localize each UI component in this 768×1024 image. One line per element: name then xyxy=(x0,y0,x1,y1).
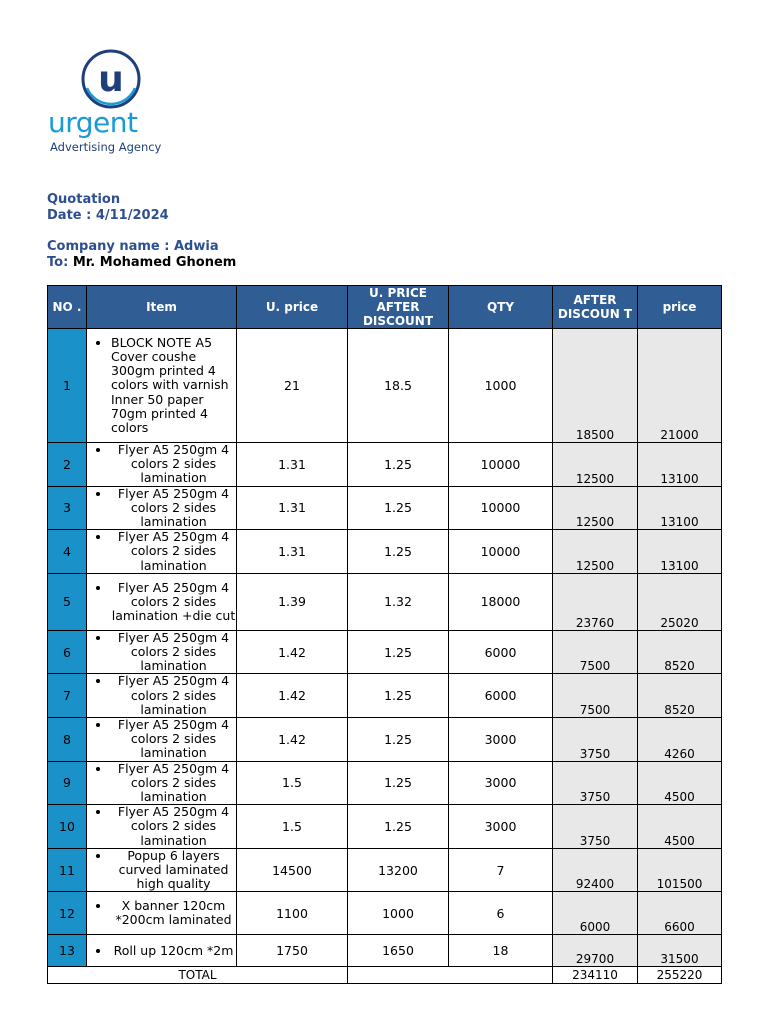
row-after-discount: 92400 xyxy=(553,848,638,892)
header-qty: QTY xyxy=(449,286,553,329)
table-header-row xyxy=(48,286,722,329)
row-item xyxy=(87,630,237,674)
row-qty: 3000 xyxy=(449,761,553,805)
row-unit-price: 1.42 xyxy=(237,630,348,674)
row-item-text: • Popup 6 layers curved laminated high quality xyxy=(111,849,236,892)
row-after-discount: 3750 xyxy=(553,805,638,849)
row-qty: 18000 xyxy=(449,573,553,630)
row-qty: 7 xyxy=(449,848,553,892)
row-no: 2 xyxy=(48,443,87,487)
row-unit-price-after-discount: 1.25 xyxy=(348,761,449,805)
row-item xyxy=(87,718,237,762)
row-item-text: • BLOCK NOTE A5 Cover coushe 300gm printed 4 colors with varnish Inner 50 paper 70gm printed 4 colors xyxy=(111,336,236,435)
row-no: 12 xyxy=(48,892,87,935)
row-price: 13100 xyxy=(638,486,722,530)
row-qty: 10000 xyxy=(449,443,553,487)
row-unit-price-after-discount: 1.25 xyxy=(348,630,449,674)
row-item xyxy=(87,573,237,630)
row-after-discount: 12500 xyxy=(553,443,638,487)
row-no: 13 xyxy=(48,935,87,967)
row-item xyxy=(87,805,237,849)
row-item-text: • X banner 120cm *200cm laminated xyxy=(111,899,236,927)
table-row xyxy=(48,486,722,530)
row-price: 25020 xyxy=(638,573,722,630)
row-after-discount: 6000 xyxy=(553,892,638,935)
row-unit-price: 1.5 xyxy=(237,761,348,805)
row-no: 4 xyxy=(48,530,87,574)
row-unit-price: 1.5 xyxy=(237,805,348,849)
row-qty: 6000 xyxy=(449,674,553,718)
row-unit-price-after-discount: 1.25 xyxy=(348,486,449,530)
row-unit-price-after-discount: 1650 xyxy=(348,935,449,967)
svg-text:u: u xyxy=(98,59,124,100)
recipient-name: Mr. Mohamed Ghonem xyxy=(72,255,237,270)
row-unit-price-after-discount: 1.25 xyxy=(348,443,449,487)
recipient xyxy=(47,255,236,270)
row-item-text: • Flyer A5 250gm 4 colors 2 sides lamination xyxy=(111,762,236,805)
row-no: 9 xyxy=(48,761,87,805)
row-price: 8520 xyxy=(638,674,722,718)
row-after-discount: 12500 xyxy=(553,530,638,574)
row-unit-price: 1100 xyxy=(237,892,348,935)
logo-tagline: Advertising Agency xyxy=(50,140,162,154)
row-item xyxy=(87,892,237,935)
quotation-date: Date : 4/11/2024 xyxy=(47,208,169,223)
row-after-discount: 29700 xyxy=(553,935,638,967)
table-row xyxy=(48,530,722,574)
total-label: TOTAL xyxy=(48,967,348,984)
row-unit-price-after-discount: 1.25 xyxy=(348,674,449,718)
row-price: 101500 xyxy=(638,848,722,892)
row-unit-price-after-discount: 13200 xyxy=(348,848,449,892)
row-unit-price: 1750 xyxy=(237,935,348,967)
row-unit-price: 1.39 xyxy=(237,573,348,630)
row-after-discount: 7500 xyxy=(553,630,638,674)
table-row xyxy=(48,674,722,718)
row-price: 21000 xyxy=(638,329,722,443)
row-item-text: • Flyer A5 250gm 4 colors 2 sides lamination xyxy=(111,805,236,848)
header-after-discount: AFTER DISCOUN T xyxy=(553,286,638,329)
row-item-text: • Flyer A5 250gm 4 colors 2 sides lamination xyxy=(111,674,236,717)
table-row xyxy=(48,329,722,443)
row-no: 10 xyxy=(48,805,87,849)
table-row xyxy=(48,935,722,967)
row-no: 6 xyxy=(48,630,87,674)
row-after-discount: 12500 xyxy=(553,486,638,530)
table-row xyxy=(48,761,722,805)
row-item xyxy=(87,848,237,892)
row-price: 31500 xyxy=(638,935,722,967)
row-item xyxy=(87,674,237,718)
row-item xyxy=(87,329,237,443)
row-unit-price-after-discount: 1.25 xyxy=(348,805,449,849)
row-unit-price-after-discount: 1.25 xyxy=(348,718,449,762)
row-item-text: • Flyer A5 250gm 4 colors 2 sides lamination xyxy=(111,487,236,530)
row-item xyxy=(87,530,237,574)
table-row xyxy=(48,892,722,935)
row-no: 8 xyxy=(48,718,87,762)
row-unit-price: 1.31 xyxy=(237,530,348,574)
row-unit-price: 21 xyxy=(237,329,348,443)
row-qty: 18 xyxy=(449,935,553,967)
row-unit-price: 14500 xyxy=(237,848,348,892)
table-row xyxy=(48,848,722,892)
row-after-discount: 18500 xyxy=(553,329,638,443)
table-row xyxy=(48,805,722,849)
row-unit-price: 1.31 xyxy=(237,443,348,487)
recipient-label: To: xyxy=(47,255,69,270)
header-unit-price: U. price xyxy=(237,286,348,329)
quotation-table xyxy=(47,285,722,984)
table-row xyxy=(48,718,722,762)
row-qty: 10000 xyxy=(449,530,553,574)
row-qty: 3000 xyxy=(449,718,553,762)
row-price: 4260 xyxy=(638,718,722,762)
row-item-text: • Flyer A5 250gm 4 colors 2 sides lamination xyxy=(111,530,236,573)
row-no: 7 xyxy=(48,674,87,718)
row-after-discount: 3750 xyxy=(553,718,638,762)
row-price: 6600 xyxy=(638,892,722,935)
row-after-discount: 3750 xyxy=(553,761,638,805)
row-qty: 6 xyxy=(449,892,553,935)
row-unit-price: 1.42 xyxy=(237,718,348,762)
row-after-discount: 23760 xyxy=(553,573,638,630)
row-no: 11 xyxy=(48,848,87,892)
row-item xyxy=(87,935,237,967)
row-price: 13100 xyxy=(638,443,722,487)
row-price: 13100 xyxy=(638,530,722,574)
row-item-text: • Flyer A5 250gm 4 colors 2 sides lamination +die cut xyxy=(111,581,236,624)
row-item xyxy=(87,486,237,530)
row-unit-price-after-discount: 1.32 xyxy=(348,573,449,630)
header-no: NO . xyxy=(48,286,87,329)
row-no: 1 xyxy=(48,329,87,443)
row-price: 4500 xyxy=(638,805,722,849)
row-no: 3 xyxy=(48,486,87,530)
row-price: 4500 xyxy=(638,761,722,805)
table-row xyxy=(48,630,722,674)
logo-wordmark: urgent xyxy=(48,106,138,139)
row-unit-price-after-discount: 1.25 xyxy=(348,530,449,574)
row-item-text: • Flyer A5 250gm 4 colors 2 sides lamination xyxy=(111,718,236,761)
company-name: Company name : Adwia xyxy=(47,239,219,254)
total-row xyxy=(48,967,722,984)
row-unit-price-after-discount: 18.5 xyxy=(348,329,449,443)
row-price: 8520 xyxy=(638,630,722,674)
row-item-text: • Flyer A5 250gm 4 colors 2 sides lamination xyxy=(111,631,236,674)
row-no: 5 xyxy=(48,573,87,630)
row-qty: 10000 xyxy=(449,486,553,530)
logo-u-circle-icon xyxy=(80,48,142,110)
row-unit-price: 1.42 xyxy=(237,674,348,718)
row-unit-price: 1.31 xyxy=(237,486,348,530)
header-item: Item xyxy=(87,286,237,329)
row-item-text: • Flyer A5 250gm 4 colors 2 sides lamination xyxy=(111,443,236,486)
row-unit-price-after-discount: 1000 xyxy=(348,892,449,935)
company-logo xyxy=(44,48,179,160)
row-qty: 1000 xyxy=(449,329,553,443)
row-item-text: • Roll up 120cm *2m xyxy=(111,944,236,958)
header-unit-price-after-discount: U. PRICE AFTER DISCOUNT xyxy=(348,286,449,329)
table-row xyxy=(48,443,722,487)
total-after-discount: 234110 xyxy=(553,967,638,984)
total-blank xyxy=(348,967,553,984)
row-item xyxy=(87,443,237,487)
table-row xyxy=(48,573,722,630)
row-after-discount: 7500 xyxy=(553,674,638,718)
quotation-title: Quotation xyxy=(47,192,121,207)
total-price: 255220 xyxy=(638,967,722,984)
row-item xyxy=(87,761,237,805)
row-qty: 3000 xyxy=(449,805,553,849)
header-price: price xyxy=(638,286,722,329)
row-qty: 6000 xyxy=(449,630,553,674)
